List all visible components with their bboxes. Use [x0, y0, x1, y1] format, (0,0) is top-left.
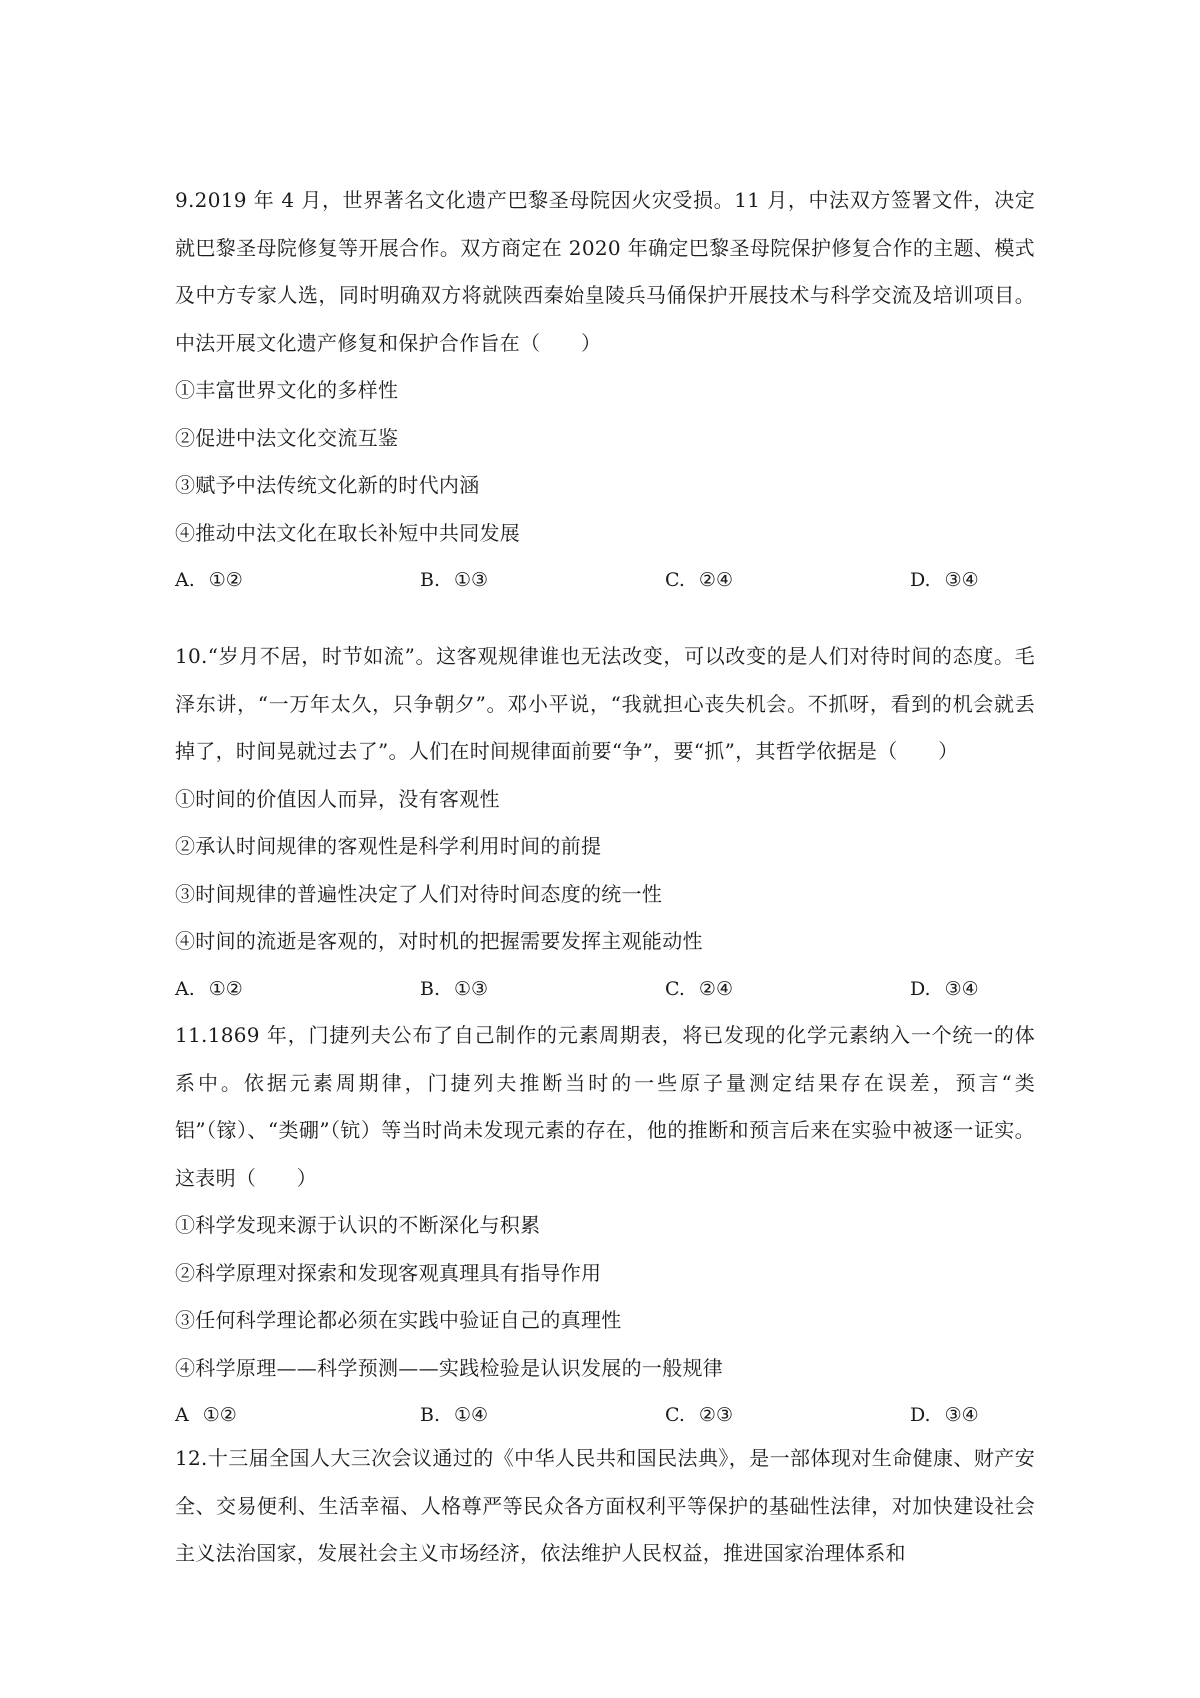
choice-d[interactable]: D. ③④	[910, 569, 979, 591]
option-4: ④推动中法文化在取长补短中共同发展	[175, 520, 521, 545]
choice-b[interactable]: B. ①④	[420, 1404, 489, 1426]
question-12	[175, 1435, 1035, 1578]
option-1: ①科学发现来源于认识的不断深化与积累	[175, 1213, 541, 1237]
answer-choices	[175, 1392, 1035, 1440]
choice-a[interactable]: A. ①②	[175, 977, 243, 1000]
answer-choices	[175, 966, 1035, 1014]
question-stem: 9.2019 年 4 月，世界著名文化遗产巴黎圣母院因火灾受损。11 月，中法双方签署文件，决定就巴黎圣母院修复等开展合作。双方商定在 2020 年确定巴黎圣母院保护修复合作的主题、模式及中方专家人选，同时明确双方将就陕西秦始皇陵兵马俑保护开展技术与科学交流及培训项目。中法开展文化遗产修复和保护合作旨在（ ）	[175, 188, 1035, 355]
choice-d[interactable]: D. ③④	[910, 977, 979, 1000]
choice-c[interactable]: C. ②③	[665, 1404, 733, 1426]
option-3: ③赋予中法传统文化新的时代内涵	[175, 473, 480, 497]
question-10	[175, 633, 1035, 1013]
option-1: ①时间的价值因人而异，没有客观性	[175, 786, 500, 811]
question-11	[175, 1012, 1035, 1440]
option-3: ③任何科学理论都必须在实践中验证自己的真理性	[175, 1308, 622, 1332]
option-4: ④科学原理——科学预测——实践检验是认识发展的一般规律	[175, 1355, 724, 1380]
answer-choices	[175, 557, 1035, 605]
choice-a[interactable]: A. ①②	[175, 569, 243, 591]
option-2: ②科学原理对探索和发现客观真理具有指导作用	[175, 1260, 602, 1285]
question-stem: 10.“岁月不居，时节如流”。这客观规律谁也无法改变，可以改变的是人们对待时间的态度。毛泽东讲，“一万年太久，只争朝夕”。邓小平说，“我就担心丧失机会。不抓呀，看到的机会就丢掉了，时间晃就过去了”。人们在时间规律面前要“争”，要“抓”，其哲学依据是（ ）	[175, 644, 1035, 763]
choice-c[interactable]: C. ②④	[665, 569, 733, 591]
question-stem: 11.1869 年，门捷列夫公布了自己制作的元素周期表，将已发现的化学元素纳入一个统一的体系中。依据元素周期律，门捷列夫推断当时的一些原子量测定结果存在误差，预言“类铝”（镓）、“类硼”（钪）等当时尚未发现元素的存在，他的推断和预言后来在实验中被逐一证实。这表明（ ）	[175, 1023, 1035, 1190]
question-9	[175, 177, 1035, 605]
choice-b[interactable]: B. ①③	[420, 569, 489, 591]
question-stem: 12.十三届全国人大三次会议通过的《中华人民共和国民法典》，是一部体现对生命健康、财产安全、交易便利、生活幸福、人格尊严等民众各方面权利平等保护的基础性法律，对加快建设社会主义法治国家，发展社会主义市场经济，依法维护人民权益，推进国家治理体系和	[175, 1446, 1035, 1565]
option-1: ①丰富世界文化的多样性	[175, 378, 399, 402]
choice-d[interactable]: D. ③④	[910, 1404, 979, 1426]
option-2: ②促进中法文化交流互鉴	[175, 425, 399, 450]
choice-b[interactable]: B. ①③	[420, 977, 489, 1000]
option-3: ③时间规律的普遍性决定了人们对待时间态度的统一性	[175, 881, 663, 906]
option-4: ④时间的流逝是客观的，对时机的把握需要发挥主观能动性	[175, 929, 703, 953]
choice-c[interactable]: C. ②④	[665, 977, 733, 1000]
option-2: ②承认时间规律的客观性是科学利用时间的前提	[175, 834, 602, 858]
choice-a[interactable]: A ①②	[175, 1404, 237, 1426]
